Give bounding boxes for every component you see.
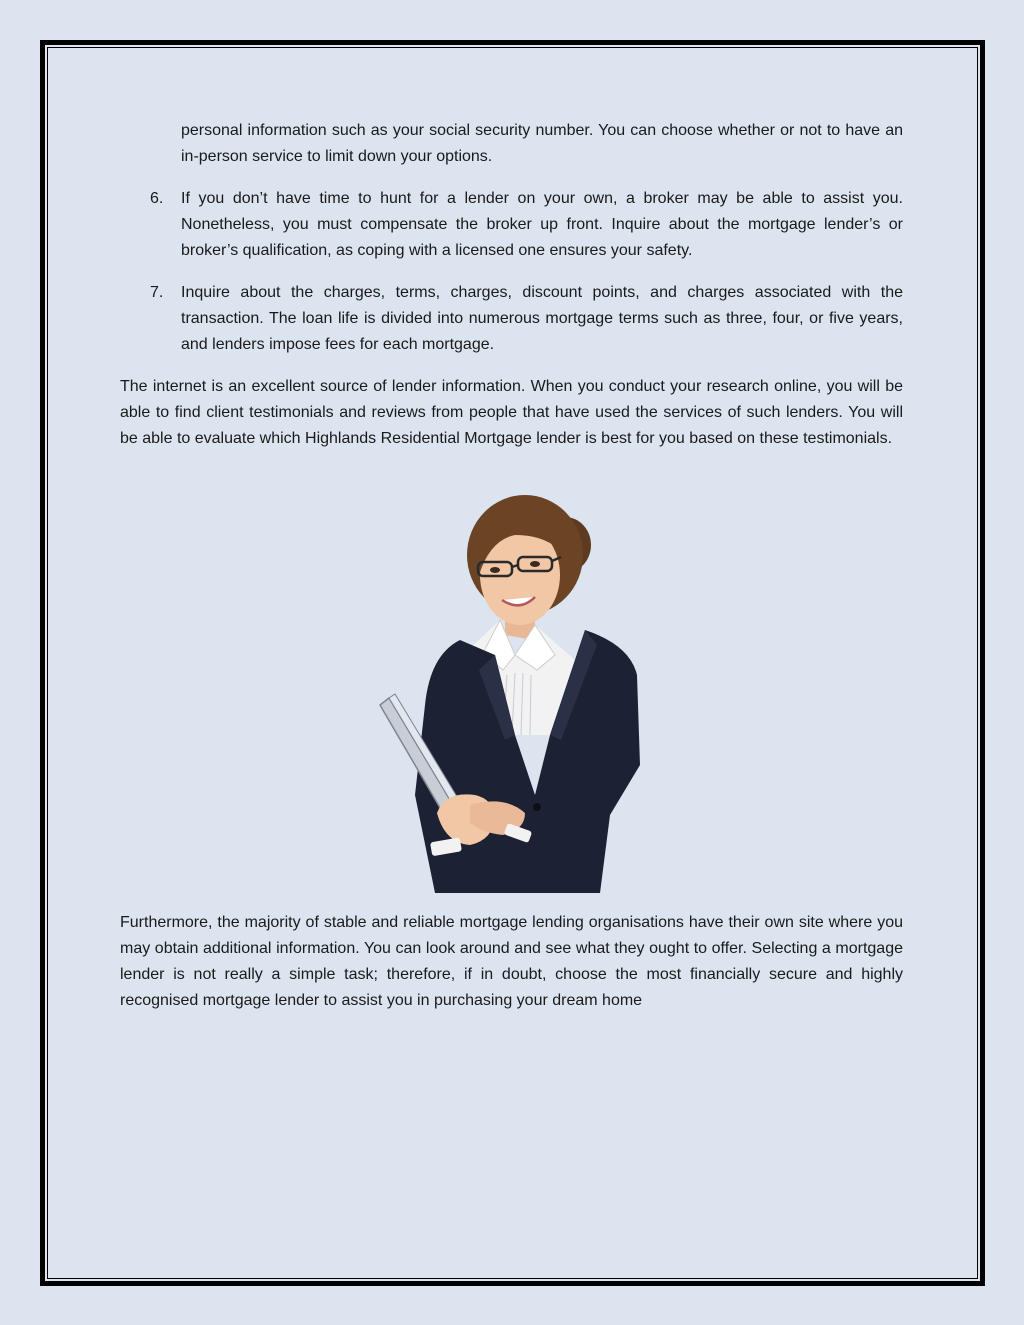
list-item-6: [120, 186, 903, 264]
list-item-number: 7.: [150, 284, 164, 301]
document-body: [120, 118, 903, 468]
list-item-7: [120, 280, 903, 358]
list-item-text: personal information such as your social security number. You can choose whether or not to have an in-person service to limit down your options.: [181, 122, 903, 165]
paragraph-internet-research: The internet is an excellent source of lender information. When you conduct your research online, you will be able to find client testimonials and reviews from people that have used the services of such lenders. You will be able to evaluate which Highlands Residential Mortgage lender is best for you based on these testimonials.: [120, 378, 903, 447]
list-item-number: 6.: [150, 190, 164, 207]
numbered-list: [120, 118, 903, 358]
list-item-text: If you don’t have time to hunt for a lender on your own, a broker may be able to assist you. Nonetheless, you must compensate the broker up front. Inquire about the mortgage lender’s or broker’s qualification, as coping with a licensed one ensures your safety.: [181, 190, 903, 259]
list-item-text: Inquire about the charges, terms, charges, discount points, and charges associated with the transaction. The loan life is divided into numerous mortgage terms such as three, four, or five years, and lenders impose fees for each mortgage.: [181, 284, 903, 353]
businesswoman-photo: [375, 495, 650, 893]
paragraph-lending-organisations: Furthermore, the majority of stable and reliable mortgage lending organisations have their own site where you may obtain additional information. You can look around and see what they ought to offer. Selecting a mortgage lender is not really a simple task; therefore, if in doubt, choose the most financially secure and highly recognised mortgage lender to assist you in purchasing your dream home: [120, 914, 903, 1009]
list-item-continuation: [120, 118, 903, 170]
